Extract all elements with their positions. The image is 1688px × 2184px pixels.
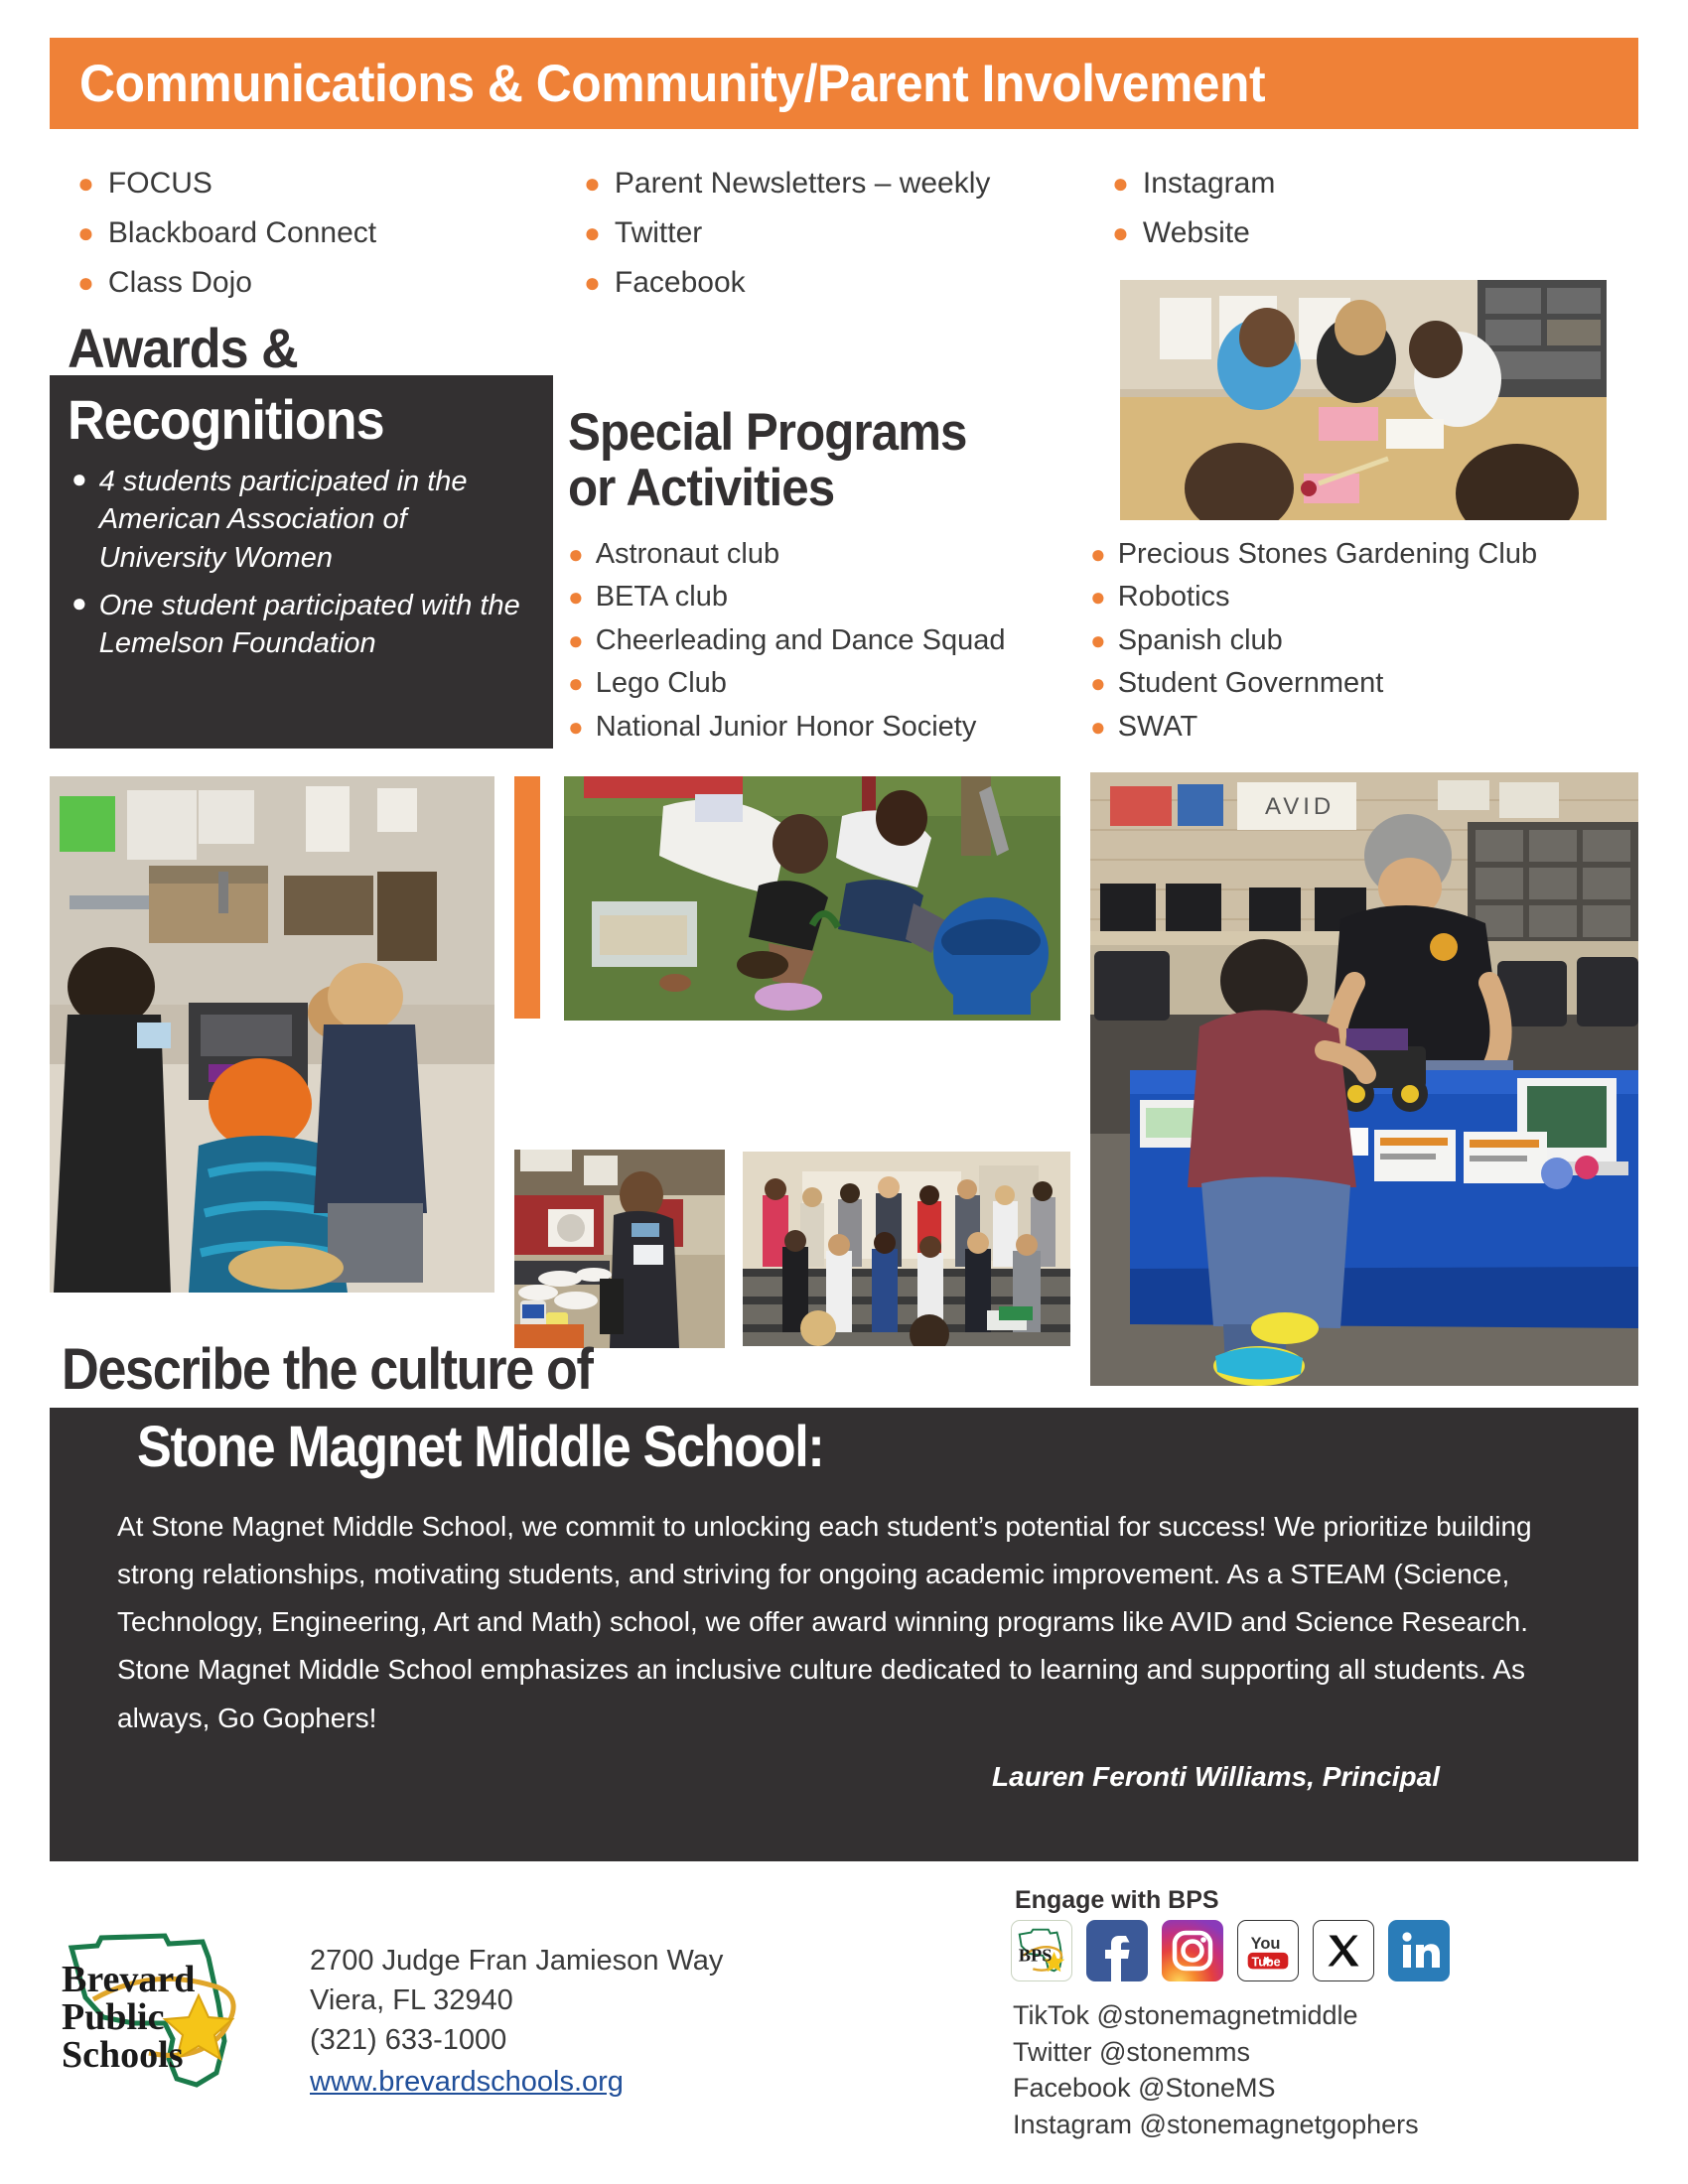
list-item	[584, 167, 1011, 200]
list-item	[1090, 581, 1626, 613]
bps-logo-graphic	[58, 1914, 286, 2093]
instagram-icon[interactable]	[1162, 1920, 1223, 1981]
logo-line-3: Schools	[62, 2034, 184, 2076]
svg-text:You: You	[1250, 1935, 1281, 1954]
photo-gardening-students	[564, 776, 1060, 1021]
district-address-block	[310, 1941, 723, 2102]
special-programs-heading-line2: or Activities	[568, 459, 835, 518]
list-item-label: Astronaut club	[595, 538, 780, 570]
bullet-icon: ●	[77, 267, 94, 298]
list-item-label: Precious Stones Gardening Club	[1117, 538, 1538, 570]
bullet-icon: ●	[1112, 217, 1129, 248]
bullet-icon: ●	[71, 464, 87, 493]
list-item-label: Website	[1142, 216, 1250, 249]
bullet-icon: ●	[77, 217, 94, 248]
list-item-label: 4 students participated in the American Association of University Women	[98, 466, 468, 574]
brevard-public-schools-logo	[58, 1914, 286, 2093]
communications-column-2	[584, 167, 1011, 316]
awards-heading-top: Awards &	[68, 317, 298, 379]
photo-illustration	[743, 1152, 1070, 1346]
list-item	[77, 216, 475, 249]
list-item-label: Class Dojo	[107, 266, 252, 299]
list-item-label: BETA club	[595, 581, 728, 614]
orange-accent-bar	[514, 776, 540, 1019]
list-item-label: Lego Club	[595, 667, 727, 700]
svg-text:AVID: AVID	[1265, 793, 1336, 820]
culture-panel	[50, 1408, 1638, 1861]
awards-list	[71, 463, 538, 672]
handle-twitter: Twitter @stonemms	[1013, 2036, 1250, 2067]
bullet-icon: ●	[77, 168, 94, 199]
handle-tiktok: TikTok @stonemagnetmiddle	[1013, 2000, 1358, 2030]
bps-icon-graphic	[1012, 1920, 1071, 1981]
bullet-icon: ●	[568, 624, 584, 655]
list-item	[1090, 667, 1626, 699]
photo-culinary-student	[514, 1150, 725, 1348]
bullet-icon: ●	[568, 582, 584, 613]
list-item	[584, 216, 1011, 249]
communications-column-1	[77, 167, 475, 316]
list-item	[71, 463, 538, 577]
youtube-glyph	[1238, 1920, 1298, 1981]
awards-heading-bottom: Recognitions	[68, 388, 384, 451]
bullet-icon: ●	[1090, 582, 1106, 613]
x-twitter-icon[interactable]	[1313, 1920, 1374, 1981]
bps-icon[interactable]	[1011, 1920, 1072, 1981]
list-item-label: Cheerleading and Dance Squad	[595, 623, 1006, 656]
facebook-icon[interactable]	[1086, 1920, 1148, 1981]
page-header-bar	[50, 38, 1638, 129]
list-item	[568, 538, 1064, 570]
bullet-icon: ●	[568, 668, 584, 699]
bullet-icon: ●	[568, 539, 584, 569]
list-item	[1090, 538, 1626, 570]
svg-text:BPS: BPS	[1018, 1945, 1053, 1966]
photo-robotics-demonstration	[1090, 772, 1638, 1386]
photo-science-lab-students	[50, 776, 494, 1293]
logo-line-1: Brevard	[62, 1959, 196, 2000]
svg-text:Tube: Tube	[1251, 1955, 1281, 1970]
phone-number: (321) 633-1000	[310, 2024, 507, 2057]
principal-signature: Lauren Feronti Williams, Principal	[992, 1761, 1440, 1792]
list-item-label: Spanish club	[1117, 623, 1283, 656]
photo-illustration	[1090, 772, 1638, 1386]
linkedin-glyph	[1388, 1920, 1450, 1981]
list-item-label: FOCUS	[107, 167, 212, 200]
facebook-glyph	[1086, 1920, 1148, 1981]
list-item-label: Instagram	[1142, 167, 1276, 200]
list-item	[568, 667, 1064, 699]
photo-illustration	[1120, 280, 1607, 520]
social-handles-list	[1013, 1997, 1419, 2143]
list-item-label: Twitter	[614, 216, 703, 249]
list-item-label: Blackboard Connect	[107, 216, 377, 249]
list-item	[568, 581, 1064, 613]
bullet-icon: ●	[1090, 711, 1106, 742]
photo-illustration	[564, 776, 1060, 1021]
photo-chorus-risers	[743, 1152, 1070, 1346]
photo-illustration	[50, 776, 494, 1293]
youtube-icon[interactable]	[1237, 1920, 1299, 1981]
list-item-label: One student participated with the Lemelson Foundation	[98, 589, 520, 660]
address-line-2: Viera, FL 32940	[310, 1984, 513, 2017]
special-programs-column-2	[1090, 538, 1626, 753]
photo-illustration	[514, 1150, 725, 1348]
culture-heading-top: Describe the culture of	[62, 1337, 593, 1402]
social-icon-row	[1011, 1920, 1450, 1981]
bullet-icon: ●	[1090, 539, 1106, 569]
address-line-1: 2700 Judge Fran Jamieson Way	[310, 1945, 724, 1977]
bullet-icon: ●	[568, 711, 584, 742]
list-item	[584, 266, 1011, 299]
bullet-icon: ●	[71, 587, 87, 617]
engage-with-bps-label: Engage with BPS	[1015, 1886, 1219, 1914]
special-programs-column-1	[568, 538, 1064, 753]
culture-heading-bottom: Stone Magnet Middle School:	[137, 1415, 824, 1479]
x-glyph	[1314, 1920, 1373, 1981]
culture-body-text: At Stone Magnet Middle School, we commit to unlocking each student’s potential for success! We prioritize building strong relationships, motivating students, and striving for ongoing academic improvement. As a STEAM (Science, Technology, Engineering, Art and Math) school, we offer award winning programs like AVID and Science Research. Stone Magnet Middle School emphasizes an inclusive culture dedicated to learning and supporting all students. As always, Go Gophers!	[117, 1511, 1532, 1733]
logo-line-2: Public	[62, 1996, 165, 2038]
list-item	[568, 711, 1064, 743]
list-item	[1090, 711, 1626, 743]
bullet-icon: ●	[584, 168, 601, 199]
list-item-label: National Junior Honor Society	[595, 710, 977, 743]
handle-facebook: Facebook @StoneMS	[1013, 2073, 1276, 2104]
bullet-icon: ●	[1090, 624, 1106, 655]
list-item	[77, 266, 475, 299]
list-item	[568, 624, 1064, 656]
list-item	[71, 587, 538, 663]
instagram-glyph	[1162, 1920, 1223, 1981]
list-item-label: Parent Newsletters – weekly	[614, 167, 991, 200]
page-title: Communications & Community/Parent Involvement	[79, 54, 1266, 113]
photo-students-working-at-table	[1120, 280, 1607, 520]
list-item-label: Facebook	[614, 266, 746, 299]
bullet-icon: ●	[1090, 668, 1106, 699]
bullet-icon: ●	[584, 267, 601, 298]
list-item-label: SWAT	[1117, 710, 1198, 743]
bullet-icon: ●	[584, 217, 601, 248]
communications-column-3	[1112, 167, 1509, 266]
special-programs-heading	[568, 405, 1049, 516]
list-item	[1112, 216, 1509, 249]
list-item	[1112, 167, 1509, 200]
list-item	[1090, 624, 1626, 656]
list-item-label: Robotics	[1117, 581, 1230, 614]
bullet-icon: ●	[1112, 168, 1129, 199]
special-programs-heading-line1: Special Programs	[568, 403, 967, 462]
website-link[interactable]: www.brevardschools.org	[310, 2066, 624, 2099]
awards-recognitions-panel	[50, 375, 553, 749]
list-item	[77, 167, 475, 200]
linkedin-icon[interactable]	[1388, 1920, 1450, 1981]
handle-instagram: Instagram @stonemagnetgophers	[1013, 2110, 1419, 2140]
list-item-label: Student Government	[1117, 667, 1384, 700]
